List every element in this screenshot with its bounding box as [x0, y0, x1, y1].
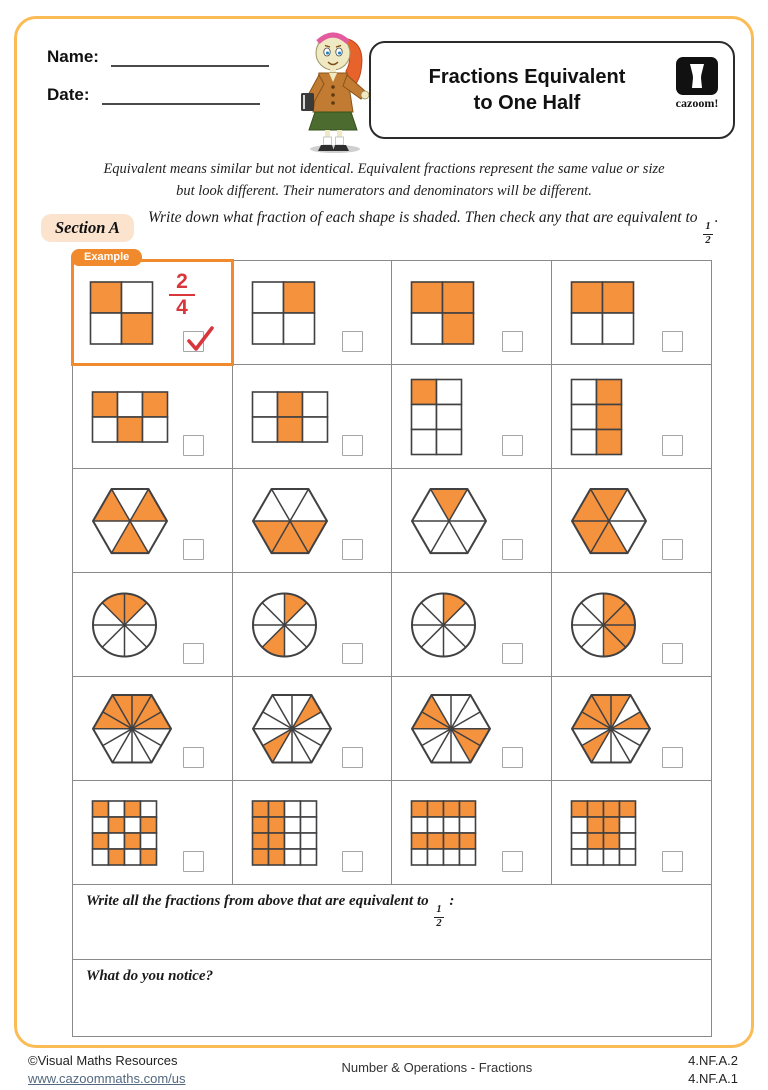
- title-box: [369, 41, 735, 139]
- name-field: [47, 47, 269, 67]
- fraction-shape: [91, 591, 158, 658]
- cazoom-logo-text: cazoom!: [675, 96, 719, 110]
- cazoom-logo-icon: [676, 57, 718, 95]
- fraction-shape: [570, 487, 648, 555]
- fraction-cell: [73, 251, 233, 365]
- equivalence-checkbox[interactable]: [662, 851, 683, 872]
- equivalence-checkbox[interactable]: [502, 643, 523, 664]
- section-a-row: [41, 209, 743, 246]
- fraction-cell: [552, 261, 712, 365]
- fraction-cell: [233, 365, 393, 469]
- cartoon-character-illustration: [289, 23, 381, 160]
- fraction-shape: [89, 280, 154, 345]
- fraction-cell: [552, 677, 712, 781]
- footer: [28, 1052, 738, 1087]
- fraction-cell: [392, 365, 552, 469]
- equivalence-checkbox[interactable]: [342, 539, 363, 560]
- fraction-shape: [410, 799, 477, 866]
- fraction-cell: [392, 677, 552, 781]
- equivalence-checkbox[interactable]: [502, 539, 523, 560]
- equivalence-checkbox[interactable]: [183, 539, 204, 560]
- cazoom-logo: [671, 57, 723, 111]
- fraction-cell: [392, 573, 552, 677]
- fraction-cell: [233, 469, 393, 573]
- date-label: Date:: [47, 85, 90, 104]
- fraction-cell: [73, 781, 233, 885]
- equivalence-checkbox[interactable]: [502, 435, 523, 456]
- equivalence-checkbox[interactable]: [183, 435, 204, 456]
- fraction-cell: [73, 469, 233, 573]
- fraction-shape: [91, 390, 169, 443]
- date-field: [47, 85, 260, 105]
- equivalence-checkbox[interactable]: [662, 331, 683, 352]
- copyright-text: ©Visual Maths Resources: [28, 1053, 178, 1068]
- fraction-cell: [552, 573, 712, 677]
- fraction-cell: [392, 261, 552, 365]
- equivalence-checkbox[interactable]: [342, 643, 363, 664]
- equivalence-checkbox[interactable]: [183, 643, 204, 664]
- equivalence-checkbox[interactable]: [342, 435, 363, 456]
- section-a-badge: Section A: [41, 214, 134, 242]
- fraction-shape: [91, 799, 158, 866]
- equivalence-checkbox[interactable]: [183, 747, 204, 768]
- fraction-shape: [251, 693, 333, 765]
- fraction-shape: [570, 378, 623, 456]
- website-link[interactable]: www.cazoommaths.com/us: [28, 1070, 186, 1086]
- date-input-line[interactable]: [102, 87, 260, 105]
- red-checkmark-icon: [185, 325, 215, 353]
- one-half-fraction: $\frac{1}{2}$: [705, 221, 711, 246]
- equivalence-checkbox[interactable]: [662, 747, 683, 768]
- section-a-instruction: Write down what fraction of each shape is shaded. Then check any that are equivalent to $\frac{1}{2}$ .: [147, 209, 719, 246]
- fraction-cell: [73, 365, 233, 469]
- fraction-shape: [410, 487, 488, 555]
- fraction-cell: [552, 365, 712, 469]
- fraction-shape: [410, 693, 492, 765]
- example-badge: Example: [71, 249, 142, 266]
- fraction-cell: [552, 781, 712, 885]
- fraction-cell: [233, 573, 393, 677]
- standard-code: 4.NF.A.2: [688, 1053, 738, 1068]
- fraction-shape: [570, 799, 637, 866]
- name-label: Name:: [47, 47, 99, 66]
- fraction-shape: [570, 280, 635, 345]
- fraction-shape: [410, 378, 463, 456]
- footer-topic: Number & Operations - Fractions: [341, 1060, 533, 1075]
- fraction-cell: [233, 261, 393, 365]
- footer-standards: [688, 1052, 738, 1087]
- fraction-cell: [73, 573, 233, 677]
- fraction-cell: [552, 469, 712, 573]
- fraction-shape: [251, 487, 329, 555]
- example-answer-fraction: $\frac{2}{4}$: [169, 270, 195, 319]
- equivalence-checkbox[interactable]: [662, 435, 683, 456]
- one-half-fraction: $\frac{1}{2}$: [436, 904, 442, 929]
- fraction-cell: [73, 677, 233, 781]
- equivalence-checkbox[interactable]: [662, 539, 683, 560]
- worksheet-frame: [14, 16, 754, 1048]
- footer-left: [28, 1052, 186, 1087]
- fraction-shape: [251, 280, 316, 345]
- fraction-shape: [410, 591, 477, 658]
- answer-box-equivalent-fractions[interactable]: Write all the fractions from above that are equivalent to $\frac{1}{2}$ :: [73, 885, 711, 960]
- standard-code: 4.NF.A.1: [688, 1070, 738, 1086]
- fraction-shape: [251, 591, 318, 658]
- equivalence-checkbox[interactable]: [342, 851, 363, 872]
- fraction-cell: [392, 469, 552, 573]
- fraction-cell: [233, 677, 393, 781]
- equivalence-checkbox[interactable]: [662, 643, 683, 664]
- equivalence-checkbox[interactable]: [183, 851, 204, 872]
- worksheet-table: [72, 251, 712, 1037]
- fraction-cell: [233, 781, 393, 885]
- answer-box-what-do-you-notice[interactable]: What do you notice?: [86, 968, 214, 984]
- fraction-shape: [570, 591, 637, 658]
- fraction-shape: [251, 799, 318, 866]
- equivalence-checkbox[interactable]: [342, 747, 363, 768]
- intro-text: Equivalent means similar but not identical. Equivalent fractions represent the same value or size but look different. Their numerators and denominators will be different.: [103, 161, 665, 199]
- name-input-line[interactable]: [111, 49, 269, 67]
- equivalence-checkbox[interactable]: [502, 331, 523, 352]
- worksheet-title: Fractions Equivalent to One Half: [428, 66, 626, 114]
- equivalence-checkbox[interactable]: [342, 331, 363, 352]
- fraction-shape: [91, 487, 169, 555]
- fraction-shape: [410, 280, 475, 345]
- fraction-cell: [392, 781, 552, 885]
- fraction-shape: [91, 693, 173, 765]
- fraction-shape: [251, 390, 329, 443]
- fraction-shape: [570, 693, 652, 765]
- equivalence-checkbox[interactable]: [502, 747, 523, 768]
- shapes-grid: [73, 251, 711, 885]
- equivalence-checkbox[interactable]: [502, 851, 523, 872]
